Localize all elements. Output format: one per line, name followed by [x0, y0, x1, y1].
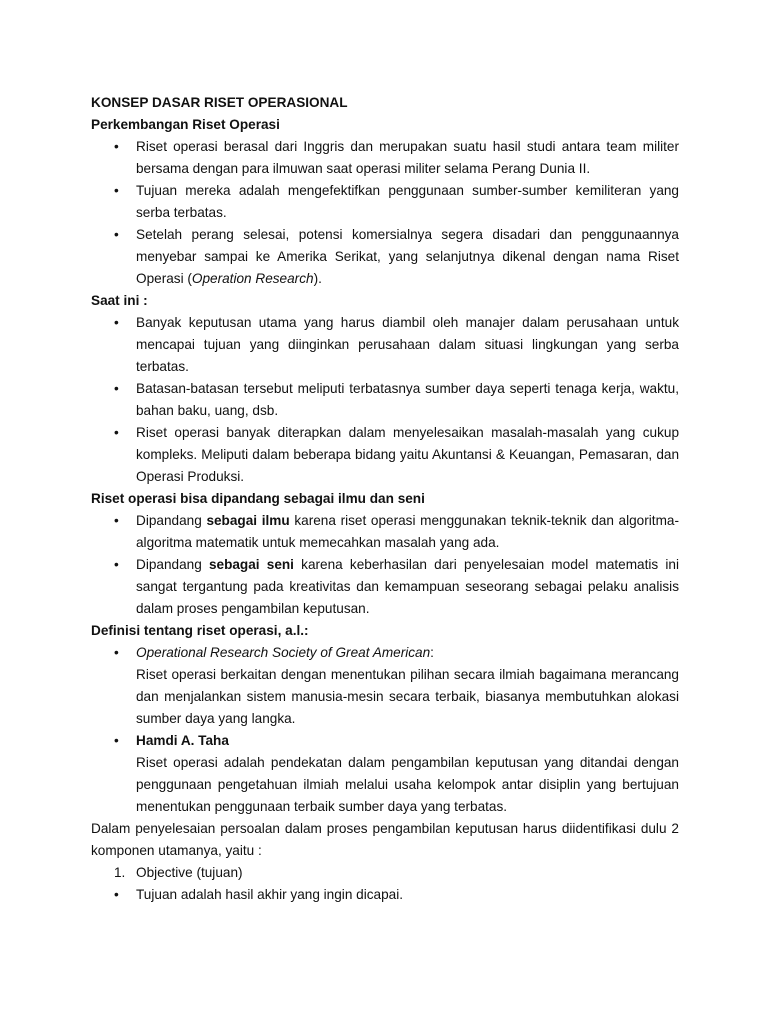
section-heading-saat-ini: Saat ini : [91, 293, 148, 308]
list-item: • Batasan-batasan tersebut meliputi terbatasnya sumber daya seperti tenaga kerja, waktu, bahan baku, uang, dsb. [91, 378, 679, 422]
document-body [91, 92, 679, 906]
list-saat-ini [91, 312, 679, 488]
definition-text: Riset operasi berkaitan dengan menentukan pilihan secara ilmiah bagaimana merancang dan menjalankan sistem manusia-mesin secara terbaik, biasanya membutuhkan alokasi sumber daya yang langka. [136, 667, 679, 726]
section-heading-definisi: Definisi tentang riset operasi, a.l.: [91, 623, 309, 638]
list-item [91, 862, 679, 884]
list-item: • Tujuan mereka adalah mengefektifkan penggunaan sumber-sumber kemiliteran yang serba terbatas. [91, 180, 679, 224]
text-run: ). [313, 271, 322, 286]
list-item [91, 730, 679, 818]
section-heading-perkembangan: Perkembangan Riset Operasi [91, 117, 280, 132]
document-title: KONSEP DASAR RISET OPERASIONAL [91, 95, 348, 110]
list-item [91, 554, 679, 620]
text-run: karena keberhasilan dari penyelesaian model matematis ini sangat tergantung pada kreativitas dan kemampuan seseorang sebagai pelaku analisis dalam proses pengambilan keputusan. [136, 557, 679, 616]
list-item: • Riset operasi banyak diterapkan dalam menyelesaikan masalah-masalah yang cukup kompleks. Meliputi dalam beberapa bidang yaitu Akuntansi & Keuangan, Pemasaran, dan Operasi Produksi. [91, 422, 679, 488]
bold-term: sebagai seni [208, 557, 294, 572]
italic-term: Operation Research [191, 271, 314, 286]
text-run: Objective (tujuan) [136, 865, 243, 880]
list-item [91, 642, 679, 730]
list-item: • Tujuan adalah hasil akhir yang ingin dicapai. [91, 884, 679, 906]
list-item [91, 510, 679, 554]
list-item: • Riset operasi berasal dari Inggris dan merupakan suatu hasil studi antara team militer bersama dengan para ilmuwan saat operasi militer selama Perang Dunia II. [91, 136, 679, 180]
text-run: Dipandang [136, 513, 207, 528]
list-tujuan [91, 884, 679, 906]
list-item [91, 224, 679, 290]
list-item: • Banyak keputusan utama yang harus diambil oleh manajer dalam perusahaan untuk mencapai tujuan yang diinginkan perusahaan dalam situasi lingkungan yang serba terbatas. [91, 312, 679, 378]
definition-source-title: Operational Research Society of Great American [136, 645, 431, 660]
text-run: karena riset operasi menggunakan teknik-teknik dan algoritma-algoritma matematik untuk memecahkan masalah yang ada. [136, 513, 679, 550]
list-definisi [91, 642, 679, 818]
text-run: Dipandang [136, 557, 209, 572]
list-perkembangan [91, 136, 679, 290]
definition-source-title: Hamdi A. Taha [136, 733, 229, 748]
section-heading-ilmu-dan-seni: Riset operasi bisa dipandang sebagai ilmu dan seni [91, 491, 425, 506]
definition-text: Riset operasi adalah pendekatan dalam pengambilan keputusan yang ditandai dengan penggunaan pengetahuan ilmiah melalui usaha kelompok antar disiplin yang bertujuan menentukan penggunaan terbaik sumber daya yang terbatas. [136, 755, 679, 814]
numbered-list [91, 862, 679, 884]
paragraph-komponen: Dalam penyelesaian persoalan dalam proses pengambilan keputusan harus diidentifikasi dulu 2 komponen utamanya, yaitu : [91, 821, 679, 858]
bold-term: sebagai ilmu [206, 513, 290, 528]
list-ilmu-dan-seni [91, 510, 679, 620]
list-number: 1. [114, 865, 126, 880]
text-run: : [430, 645, 434, 660]
text-run: Setelah perang selesai, potensi komersialnya segera disadari dan penggunaannya menyebar sampai ke Amerika Serikat, yang selanjutnya dikenal dengan nama Riset Operasi ( [136, 227, 679, 286]
